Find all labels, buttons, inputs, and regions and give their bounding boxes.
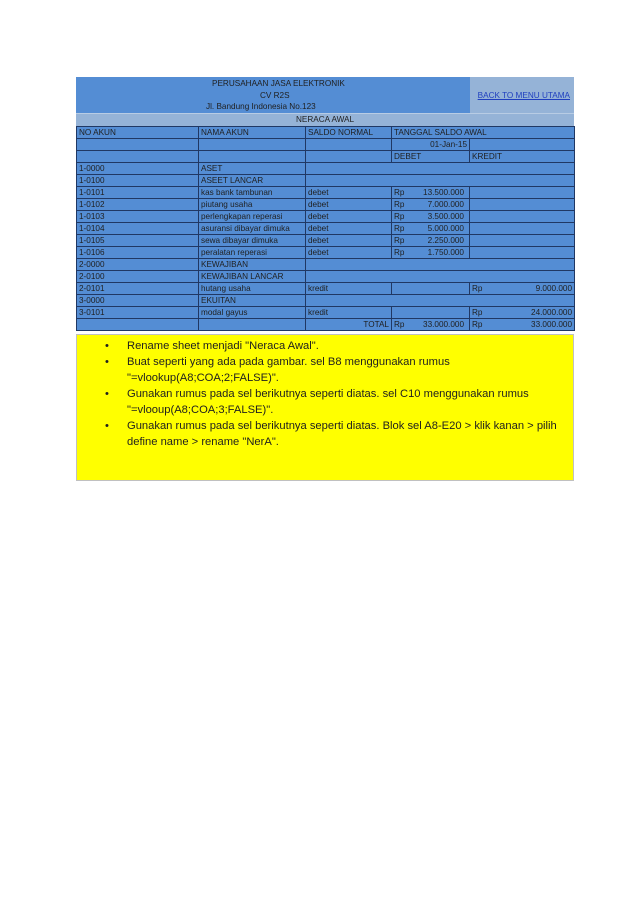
cell <box>306 151 392 163</box>
saldo-normal-cell[interactable]: debet <box>306 223 392 235</box>
kredit-cell[interactable] <box>470 211 575 223</box>
instruction-text: Buat seperti yang ada pada gambar. sel B8 menggunakan rumus "=vlookup(A8;COA;2;FALSE)". <box>127 356 450 384</box>
debet-cell[interactable] <box>392 211 470 223</box>
kredit-amount: 9.000.000 <box>535 284 573 293</box>
instruction-text: Gunakan rumus pada sel berikutnya seperti diatas. sel C10 menggunakan rumus "=vlooup(A8;COA;3;FALSE)". <box>127 388 529 416</box>
account-number-cell[interactable]: 2-0101 <box>77 283 199 295</box>
table-row <box>77 295 575 307</box>
table-row <box>77 187 575 199</box>
table-row <box>77 259 575 271</box>
date-cell: 01-Jan-15 <box>392 139 470 151</box>
cell <box>199 139 306 151</box>
balance-sheet <box>76 77 574 331</box>
group-blank-cell[interactable] <box>306 175 575 187</box>
saldo-normal-cell[interactable]: debet <box>306 247 392 259</box>
debet-kredit-row <box>77 151 575 163</box>
debet-cell[interactable] <box>392 223 470 235</box>
account-number-cell[interactable]: 3-0101 <box>77 307 199 319</box>
bullet-icon: • <box>105 356 109 368</box>
saldo-normal-cell[interactable]: debet <box>306 235 392 247</box>
currency-label: Rp <box>394 188 405 197</box>
account-name-cell[interactable]: kas bank tambunan <box>199 187 306 199</box>
date-row <box>77 139 575 151</box>
bullet-icon: • <box>105 420 109 432</box>
instruction-item <box>105 354 565 386</box>
bullet-icon: • <box>105 388 109 400</box>
currency-label: Rp <box>394 212 405 221</box>
sheet-header <box>76 77 574 113</box>
account-number-cell[interactable]: 2-0100 <box>77 271 199 283</box>
cell <box>199 151 306 163</box>
account-number-cell[interactable]: 1-0105 <box>77 235 199 247</box>
cell <box>306 139 392 151</box>
total-label: TOTAL <box>306 319 392 331</box>
account-name-cell[interactable]: hutang usaha <box>199 283 306 295</box>
total-kredit: 33.000.000 <box>531 320 573 329</box>
account-name-cell[interactable]: KEWAJIBAN LANCAR <box>199 271 306 283</box>
account-name-cell[interactable]: asuransi dibayar dimuka <box>199 223 306 235</box>
saldo-normal-cell[interactable]: debet <box>306 187 392 199</box>
kredit-cell[interactable] <box>470 307 575 319</box>
currency-label: Rp <box>472 284 483 293</box>
cell <box>77 139 199 151</box>
total-debet-cell[interactable] <box>392 319 470 331</box>
saldo-normal-cell[interactable]: kredit <box>306 307 392 319</box>
col-nama-akun: NAMA AKUN <box>199 127 306 139</box>
kredit-cell[interactable] <box>470 199 575 211</box>
account-name-cell[interactable]: EKUITAN <box>199 295 306 307</box>
account-name-cell[interactable]: peralatan reperasi <box>199 247 306 259</box>
col-kredit: KREDIT <box>470 151 575 163</box>
kredit-cell[interactable] <box>470 223 575 235</box>
instruction-item <box>105 418 565 450</box>
col-tanggal: TANGGAL SALDO AWAL <box>392 127 575 139</box>
debet-cell[interactable] <box>392 235 470 247</box>
account-name-cell[interactable]: KEWAJIBAN <box>199 259 306 271</box>
col-debet: DEBET <box>392 151 470 163</box>
instructions-box <box>76 334 574 481</box>
debet-cell[interactable] <box>392 283 470 295</box>
col-saldo-normal: SALDO NORMAL <box>306 127 392 139</box>
instruction-item <box>105 338 565 354</box>
bullet-icon: • <box>105 340 109 352</box>
account-name-cell[interactable]: ASET <box>199 163 306 175</box>
debet-amount: 7.000.000 <box>427 200 464 209</box>
group-blank-cell[interactable] <box>306 259 575 271</box>
debet-amount: 1.750.000 <box>427 248 464 257</box>
account-name-cell[interactable]: ASEET LANCAR <box>199 175 306 187</box>
currency-label: Rp <box>472 320 483 329</box>
kredit-cell[interactable] <box>470 187 575 199</box>
column-header-row <box>77 127 575 139</box>
total-debet: 33.000.000 <box>423 320 464 329</box>
instruction-text: Rename sheet menjadi "Neraca Awal". <box>127 340 319 352</box>
debet-amount: 5.000.000 <box>427 224 464 233</box>
group-blank-cell[interactable] <box>306 271 575 283</box>
debet-cell[interactable] <box>392 247 470 259</box>
debet-cell[interactable] <box>392 199 470 211</box>
table-row <box>77 247 575 259</box>
account-number-cell[interactable]: 1-0101 <box>77 187 199 199</box>
table-row <box>77 235 575 247</box>
debet-amount: 13.500.000 <box>423 188 464 197</box>
company-name: CV R2S <box>260 91 290 100</box>
company-type: PERUSAHAAN JASA ELEKTRONIK <box>212 79 345 88</box>
debet-cell[interactable] <box>392 187 470 199</box>
cell <box>77 319 199 331</box>
table-row <box>77 175 575 187</box>
cell <box>470 139 575 151</box>
currency-label: Rp <box>394 236 405 245</box>
group-blank-cell[interactable] <box>306 163 575 175</box>
balance-table <box>76 126 575 331</box>
account-name-cell[interactable]: piutang usaha <box>199 199 306 211</box>
group-blank-cell[interactable] <box>306 295 575 307</box>
currency-label: Rp <box>394 200 405 209</box>
col-no-akun: NO AKUN <box>77 127 199 139</box>
debet-amount: 2.250.000 <box>427 236 464 245</box>
currency-label: Rp <box>472 308 483 317</box>
table-row <box>77 199 575 211</box>
kredit-cell[interactable] <box>470 283 575 295</box>
account-number-cell[interactable]: 1-0000 <box>77 163 199 175</box>
instruction-item <box>105 386 565 418</box>
account-name-cell[interactable]: perlengkapan reperasi <box>199 211 306 223</box>
company-address: Jl. Bandung Indonesia No.123 <box>206 102 316 111</box>
account-number-cell[interactable]: 1-0102 <box>77 199 199 211</box>
account-number-cell[interactable]: 2-0000 <box>77 259 199 271</box>
currency-label: Rp <box>394 224 405 233</box>
saldo-normal-cell[interactable]: kredit <box>306 283 392 295</box>
debet-amount: 3.500.000 <box>427 212 464 221</box>
cell <box>77 151 199 163</box>
kredit-cell[interactable] <box>470 235 575 247</box>
table-row <box>77 211 575 223</box>
total-kredit-cell[interactable] <box>470 319 575 331</box>
currency-label: Rp <box>394 248 405 257</box>
table-row <box>77 307 575 319</box>
account-number-cell[interactable]: 3-0000 <box>77 295 199 307</box>
table-row <box>77 223 575 235</box>
total-row <box>77 319 575 331</box>
back-to-menu-link[interactable]: BACK TO MENU UTAMA <box>477 91 570 100</box>
account-name-cell[interactable]: sewa dibayar dimuka <box>199 235 306 247</box>
table-row <box>77 283 575 295</box>
cell <box>199 319 306 331</box>
saldo-normal-cell[interactable]: debet <box>306 211 392 223</box>
kredit-cell[interactable] <box>470 247 575 259</box>
debet-cell[interactable] <box>392 307 470 319</box>
account-number-cell[interactable]: 1-0100 <box>77 175 199 187</box>
account-number-cell[interactable]: 1-0104 <box>77 223 199 235</box>
kredit-amount: 24.000.000 <box>531 308 573 317</box>
instructions-list <box>105 338 565 450</box>
account-number-cell[interactable]: 1-0106 <box>77 247 199 259</box>
table-row <box>77 163 575 175</box>
currency-label: Rp <box>394 320 405 329</box>
sheet-title: NERACA AWAL <box>76 113 574 126</box>
account-number-cell[interactable]: 1-0103 <box>77 211 199 223</box>
saldo-normal-cell[interactable]: debet <box>306 199 392 211</box>
table-row <box>77 271 575 283</box>
account-name-cell[interactable]: modal gayus <box>199 307 306 319</box>
instruction-text: Gunakan rumus pada sel berikutnya seperti diatas. Blok sel A8-E20 > klik kanan > pilih define name > rename "NerA". <box>127 420 557 448</box>
